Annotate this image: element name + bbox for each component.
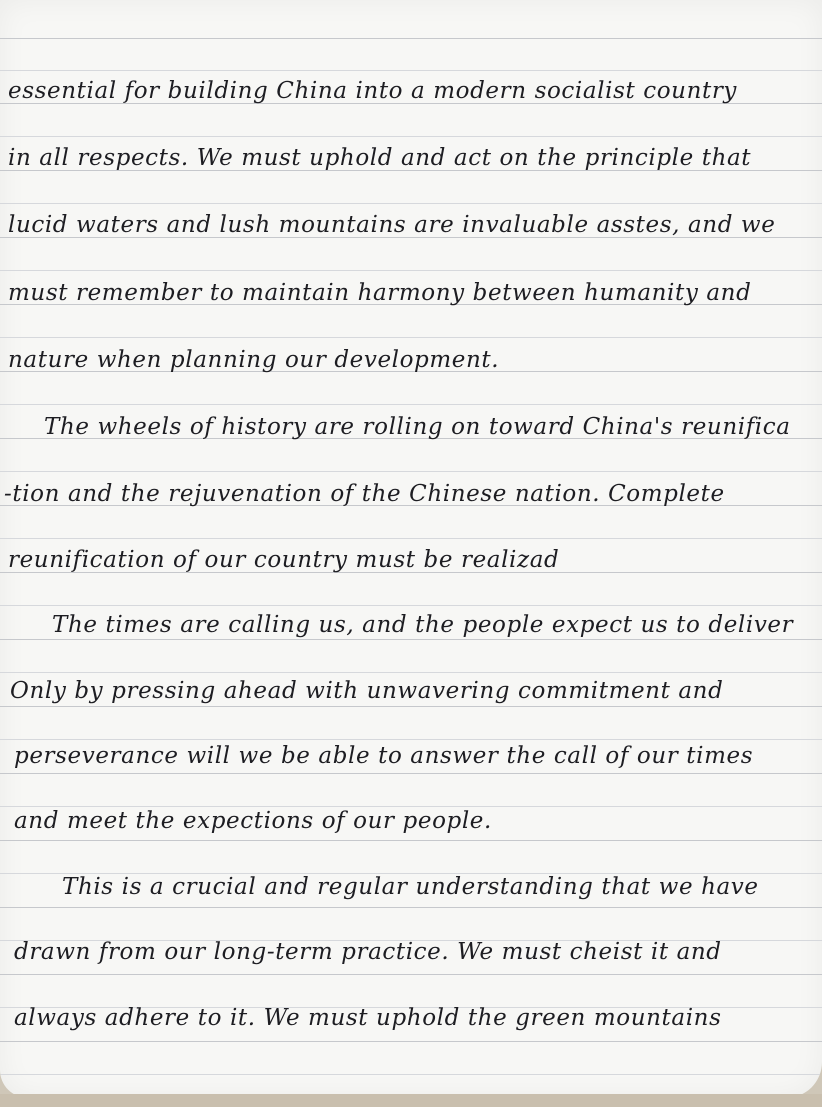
text-line-12: and meet the expections of our people. — [14, 808, 492, 834]
page-bottom-edge — [0, 1094, 822, 1107]
text-line-1: essential for building China into a modern socialist country — [8, 78, 738, 104]
text-line-6: The wheels of history are rolling on toward China's reunifica — [44, 414, 791, 440]
text-line-13: This is a crucial and regular understanding that we have — [62, 874, 759, 900]
text-line-2: in all respects. We must uphold and act on the principle that — [8, 145, 752, 171]
text-line-9: The times are calling us, and the people expect us to deliver — [52, 612, 794, 638]
text-line-14: drawn from our long-term practice. We must cheist it and — [14, 939, 722, 965]
text-line-8: reunification of our country must be realizad — [8, 547, 560, 573]
text-line-4: must remember to maintain harmony between humanity and — [8, 280, 752, 306]
text-line-3: lucid waters and lush mountains are invaluable asstes, and we — [8, 212, 776, 238]
text-line-7: -tion and the rejuvenation of the Chinese nation. Complete — [4, 481, 725, 507]
text-line-11: perseverance will we be able to answer the call of our times — [14, 743, 754, 769]
text-line-5: nature when planning our development. — [8, 347, 500, 373]
text-line-15: always adhere to it. We must uphold the green mountains — [14, 1005, 722, 1031]
text-line-10: Only by pressing ahead with unwavering commitment and — [10, 678, 724, 704]
